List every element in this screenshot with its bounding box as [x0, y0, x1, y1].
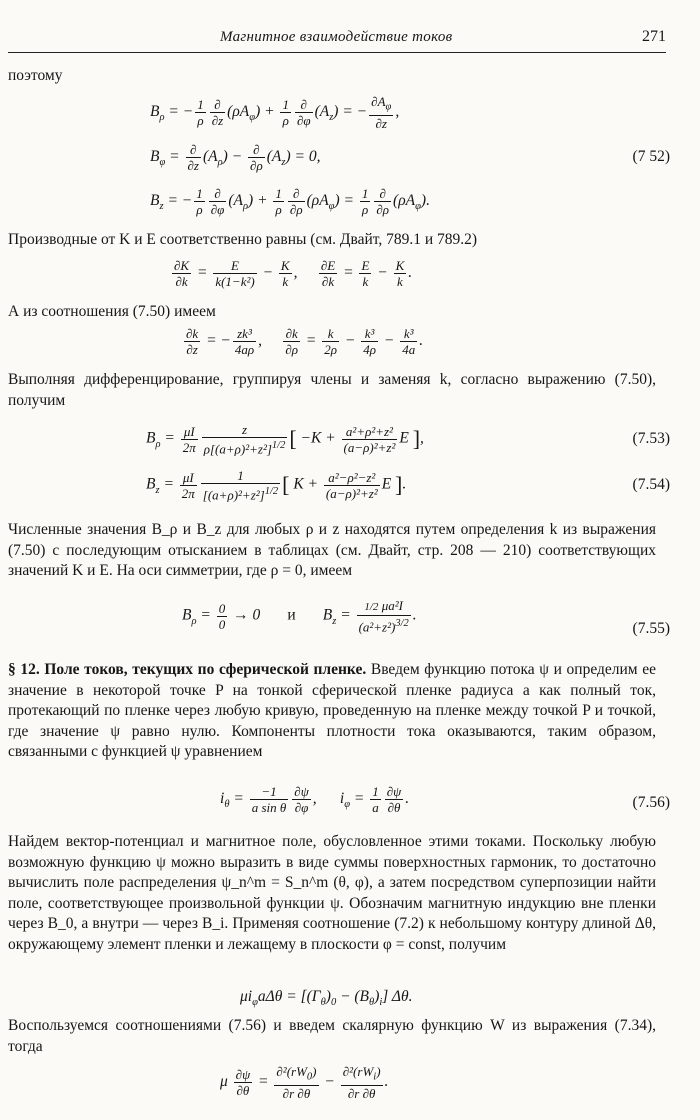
text-poetomu: поэтому [8, 67, 63, 84]
equation-b-z: $B_z$ = − $\frac{1}{\rho}$ $\frac{\partial}{\partial\varphi}$ $(A_\rho)$ + $\frac{1}{\rho}$ $\frac{\partial}{\partial\rho}$ $(\rho A_\varphi)$ = $\frac{1}{\rho}$ $\frac{\partial}{\partial\rho}$ $(\rho A_\varphi)$. [150, 186, 430, 217]
equation-number-7-52: (7 52) [632, 148, 670, 165]
section-heading: § 12. Поле токов, текущих по сферической пленке. [8, 661, 367, 678]
equation-scalar-w: μ $\frac{\partial\psi}{\partial\theta}$ = $\frac{\partial^2(rW_0)}{\partial r \partial\theta}$ − $\frac{\partial^2(rW_i)}{\partial r \partial\theta}$ . [220, 1064, 389, 1101]
conjunction-and: и [287, 606, 296, 624]
equation-number-7-53: (7.53) [632, 430, 670, 447]
equation-b-rho-result: $B_\rho$ = $\frac{\mu I}{2\pi}$ $\frac{z}{\rho[(a+\rho)^2+z^2]^{1/2}}$ [ −K + $\frac{\text{a²+ρ²+z²}}{\text{(a−ρ)²+z²}}$ E ], [146, 422, 424, 457]
equation-contour: $\mu i_\varphi a\Delta\theta = [(\Gamma_\theta)_0 - (B_\theta)_i]$ Δθ. [240, 988, 413, 1009]
equation-b-phi: $B_\varphi$ = $\frac{\partial}{\partial z}$ $(A_\rho)$ − $\frac{\partial}{\partial\rho}$ $(A_z) = 0$, [150, 142, 321, 173]
equation-b-z-result: $B_z$ = $\frac{\mu I}{2\pi}$ $\frac{1}{[(a+\rho)^2+z^2]^{1/2}}$ [ K + $\frac{\text{a²−ρ²−z²}}{\text{(a−ρ)²+z²}}$ E ]. [146, 468, 407, 503]
running-header [8, 28, 666, 53]
equation-axis-values: $B_\rho$ = $\frac{0}{0}$ → 0 и $B_z$ = $\frac{\text{1/2 μa²I}}{(a^2+z^2)^{3/2}}$ . [182, 598, 417, 635]
text-derivatives-intro: Производные от K и E соответственно равны (см. Двайт, 789.1 и 789.2) [8, 231, 478, 248]
equation-dk-de: $\frac{\partial K}{\partial k}$ = $\frac{E}{\text{k(1−k²)}}$ − $\frac{K}{k}$ , $\frac{\partial E}{\partial k}$ = $\frac{E}{k}$ − $\frac{K}{k}$ . [174, 258, 413, 289]
text-vector-potential: Найдем вектор-потенциал и магнитное поле, обусловленное этими токами. Поскольку любую возможную функцию ψ можно выразить в виде суммы поверхностных гармоник, то достаточно вычислить поле распределения ψ_n^m = S_n^m (θ, φ), а затем посредством суперпозиции найти поле, соответствующее произвольной функции ψ. Обозначим магнитную индукцию вне пленки через B_0, а внутри — через B_i. Применяя соотношение (7.2) к небольшому контуру длиной Δθ, окружающему элемент пленки и лежащему в плоскости φ = const, получим [8, 833, 656, 953]
equation-number-7-54: (7.54) [632, 476, 670, 493]
section-12-paragraph [8, 660, 656, 763]
equation-current-density: $i_\theta$ = $\frac{-1}{\text{a sin θ}}$ $\frac{\partial\psi}{\partial\varphi}$ , $i_\varphi$ = $\frac{1}{a}$ $\frac{\partial\psi}{\partial\theta}$ . [220, 784, 410, 815]
equation-number-7-56: (7.56) [632, 794, 670, 811]
running-title: Магнитное взаимодействие токов [220, 29, 453, 45]
equation-dk-dz: $\frac{\partial k}{\partial z}$ = − $\frac{\text{zk³}}{4a\rho}$ , $\frac{\partial k}{\partial\rho}$ = $\frac{k}{2\rho}$ − $\frac{\text{k³}}{4\rho}$ − $\frac{\text{k³}}{4a}$ . [186, 326, 424, 357]
text-scalar-function: Воспользуемся соотношениями (7.56) и введем скалярную функцию W из выражения (7.34), тогда [8, 1017, 656, 1055]
section-12-text: Введем функцию потока ψ и определим ее значение в некоторой точке P на тонкой сферической пленке радиуса a как полный ток, протекающий по пленке через любую кривую, проведенную на пленке между точкой P и точкой, где значение ψ равно нулю. Компоненты плотности тока оказываются, таким образом, связанными с функцией ψ уравнением [8, 661, 656, 761]
text-from-relation: А из соотношения (7.50) имеем [8, 303, 216, 320]
text-differentiation: Выполняя дифференцирование, группируя члены и заменяя k, согласно выражению (7.50), получим [8, 371, 656, 409]
equation-b-rho: $B_\rho$ = − $\frac{1}{\rho}$ $\frac{\partial}{\partial z}$ $(\rho A_\varphi)$ + $\frac{1}{\rho}$ $\frac{\partial}{\partial\varphi}$ $(A_z)$ = − $\frac{\partial A_\varphi}{\partial z}$ , [150, 94, 400, 131]
text-numerical-values: Численные значения B_ρ и B_z для любых ρ и z находятся путем определения k из выражения (7.50) с последующим отысканием в таблицах (см. Двайт, стр. 208 — 210) соответствующих значений K и E. На оси симметрии, где ρ = 0, имеем [8, 521, 656, 580]
page-number: 271 [642, 28, 666, 45]
equation-number-7-55: (7.55) [632, 620, 670, 637]
